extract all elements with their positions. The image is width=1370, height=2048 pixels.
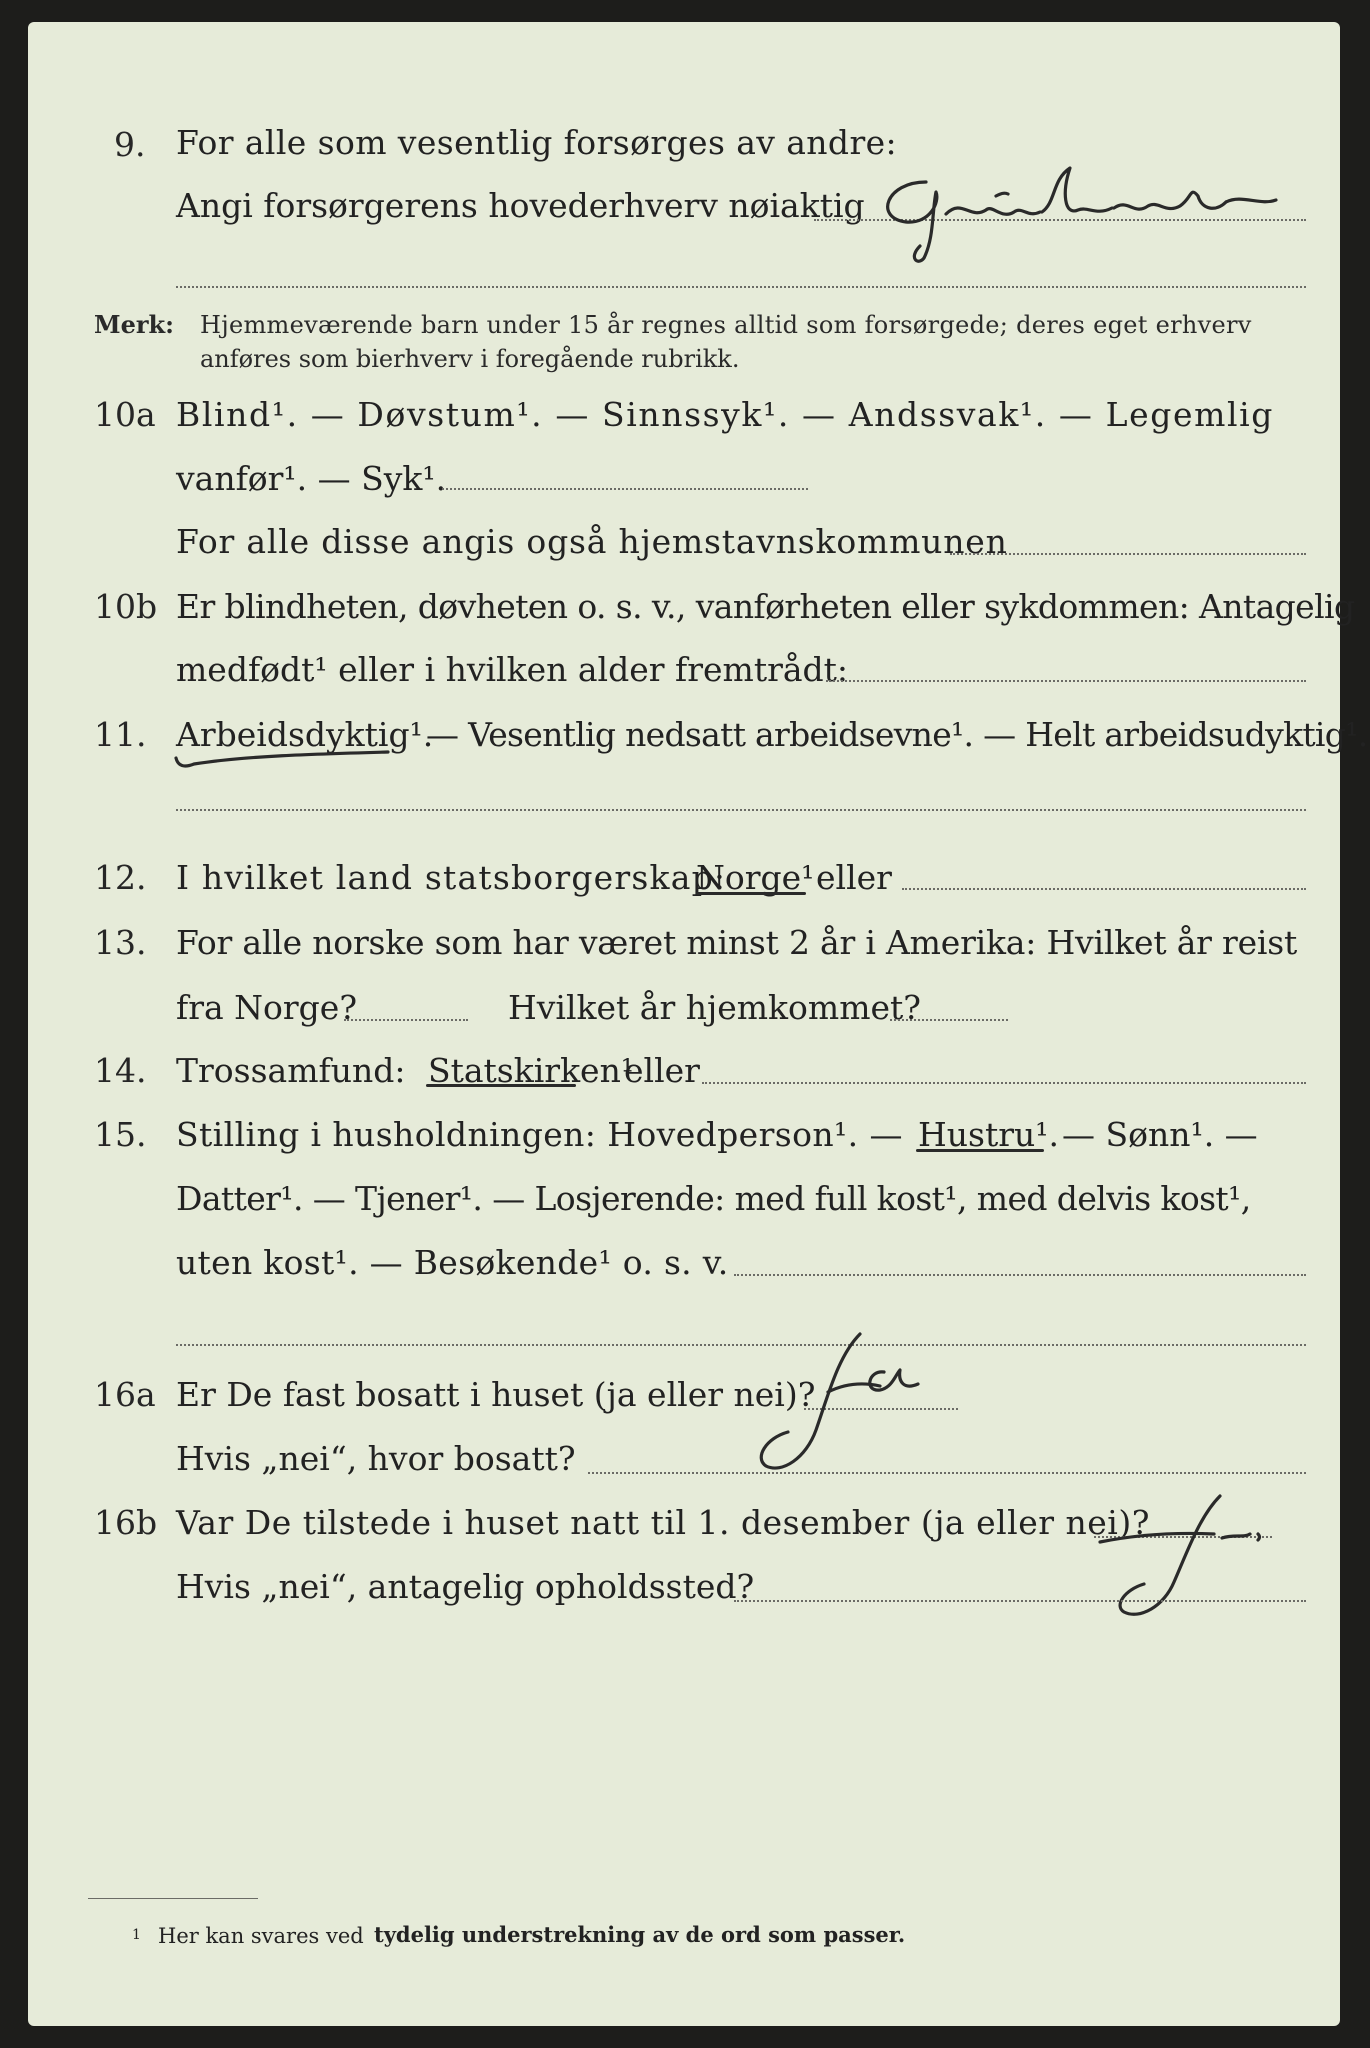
merk-line1: Hjemmeværende barn under 15 år regnes alltid som forsørgede; deres eget erhverv [200,311,1252,339]
q14-eller: eller [624,1051,700,1090]
footnote-bold-text: tydelig understrekning av de ord som passer. [374,1922,906,1947]
q15-line3: uten kost¹. — Besøkende¹ o. s. v. [176,1243,729,1282]
q9-handwritten-answer [866,162,1286,262]
q12-number: 12. [94,858,147,897]
q15-line2: Datter¹. — Tjener¹. — Losjerende: med full kost¹, med delvis kost¹, [176,1179,1251,1218]
q14-number: 14. [94,1051,147,1090]
q16b-line2: Hvis „nei“, antagelig opholdssted? [176,1567,755,1606]
q12-question: I hvilket land statsborgerskap: [176,858,727,897]
q12-norge-underline [696,892,806,895]
q16b-answer-line2 [734,1600,1306,1602]
q14-statskirken: Statskirken¹ [428,1051,635,1090]
q10b-number: 10b [94,587,158,626]
q16a-bosatt-line [588,1472,1306,1474]
q13-hjemkommet-label: Hvilket år hjemkommet? [508,988,921,1027]
q11-arbeidsdyktig: Arbeidsdyktig¹. [176,715,434,754]
q16b-handwritten-answer [1044,1486,1304,1626]
q14-label: Trossamfund: [176,1051,406,1090]
q16a-handwritten-answer [732,1326,972,1476]
q12-norge: Norge¹ [696,858,815,897]
q9-line2: Angi forsørgerens hovederhverv nøiaktig [176,186,865,225]
q11-number: 11. [94,715,147,754]
q15-line1-pre: Stilling i husholdningen: Hovedperson¹. — [176,1115,903,1154]
q9-number: 9. [114,125,146,164]
q14-answer-line [702,1082,1306,1084]
q10b-line2: medfødt¹ eller i hvilken alder fremtrådt: [176,650,849,689]
q16b-number: 16b [94,1503,158,1542]
q11-rest: — Vesentlig nedsatt arbeidsevne¹. — Helt arbeidsudyktig¹. [426,715,1368,754]
footnote-mark: 1 [132,1927,141,1943]
q15-hustru: Hustru¹. [918,1115,1059,1154]
q10a-line1: Blind¹. — Døvstum¹. — Sinnssyk¹. — Andssvak¹. — Legemlig [176,395,1275,434]
q13-hjemkommet-line [890,1019,1008,1021]
q9-line1: For alle som vesentlig forsørges av andre: [176,123,898,162]
merk-label: Merk: [94,310,174,339]
q13-number: 13. [94,923,147,962]
q16a-line2: Hvis „nei“, hvor bosatt? [176,1439,576,1478]
q15-hustru-underline [916,1149,1044,1152]
q14-statskirken-underline [426,1084,576,1087]
q10a-number: 10a [94,395,156,434]
q11-underline-mark [174,746,394,770]
q15-number: 15. [94,1115,147,1154]
q13-reist-line [344,1019,468,1021]
q11-extra-line [176,809,1306,811]
q16b-line1: Var De tilstede i huset natt til 1. desember (ja eller nei)? [176,1503,1150,1542]
q10a-hjemstavn-line [950,553,1306,555]
q13-reist-label: fra Norge? [176,988,358,1027]
q10a-line2: vanfør¹. — Syk¹. [176,459,447,498]
q15-answer-line [734,1274,1306,1276]
q10b-line1: Er blindheten, døvheten o. s. v., vanførheten eller sykdommen: Antagelig [176,587,1355,626]
q12-answer-line [902,888,1306,890]
footnote-rule [88,1898,258,1899]
footnote-text: Her kan svares ved [158,1924,364,1948]
q16a-line1: Er De fast bosatt i huset (ja eller nei)? [176,1375,816,1414]
q9-extra-line [176,286,1306,288]
q10a-answer-line [442,488,808,490]
q10b-answer-line [826,680,1306,682]
q10a-line3: For alle disse angis også hjemstavnskommunen [176,522,1008,561]
q16a-number: 16a [94,1375,156,1414]
merk-line2: anføres som bierhverv i foregående rubrikk. [200,345,740,373]
census-form-page [28,22,1368,2026]
q13-line1: For alle norske som har været minst 2 år i Amerika: Hvilket år reist [176,923,1298,962]
q12-eller: eller [816,858,892,897]
q15-line1-post: — Sønn¹. — [1062,1115,1258,1154]
